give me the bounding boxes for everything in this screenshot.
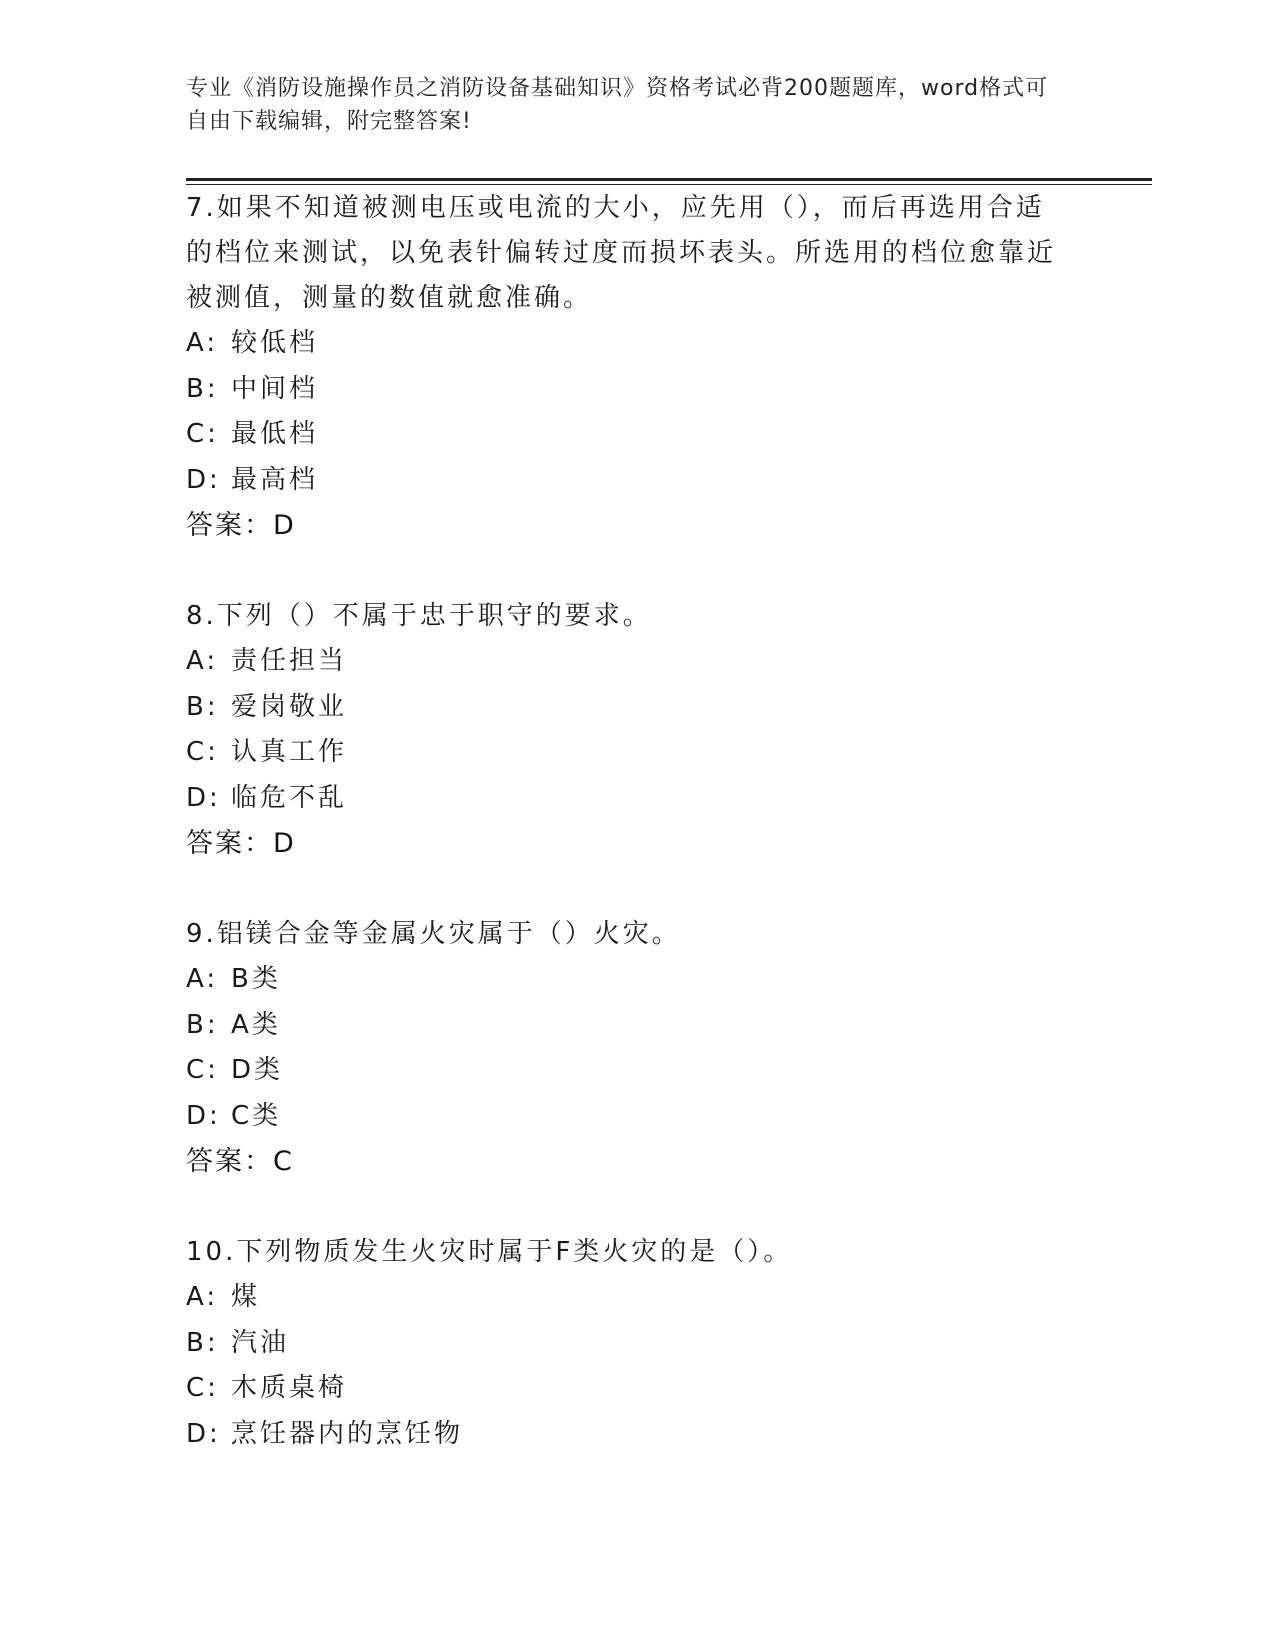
option-b xyxy=(186,685,1066,731)
option-text: 木质桌椅 xyxy=(231,1373,348,1403)
option-text: 汽油 xyxy=(231,1327,290,1358)
option-a xyxy=(186,639,1066,685)
option-text: D类 xyxy=(231,1055,284,1085)
option-a xyxy=(186,1275,1066,1321)
option-text: A类 xyxy=(231,1009,281,1040)
question-text: 9.铝镁合金等金属火灾属于（）火灾。 xyxy=(186,919,681,949)
option-b xyxy=(186,1003,1066,1049)
option-text: 爱岗敬业 xyxy=(231,691,348,722)
answer-label: 答案：D xyxy=(186,828,296,859)
header-divider-thick xyxy=(186,178,1152,181)
option-text: 最高档 xyxy=(231,464,319,495)
option-letter: C: xyxy=(186,737,219,767)
option-letter: D: xyxy=(186,1100,221,1131)
option-letter: D: xyxy=(186,464,221,495)
header-divider-thin xyxy=(186,184,1152,185)
option-letter: C: xyxy=(186,1055,219,1085)
option-text: 烹饪器内的烹饪物 xyxy=(231,1418,464,1449)
option-letter: B: xyxy=(186,691,219,722)
answer-label: 答案：C xyxy=(186,1146,294,1177)
option-letter: A: xyxy=(186,646,219,676)
option-b xyxy=(186,367,1066,413)
option-text: C类 xyxy=(231,1100,282,1131)
option-text: 煤 xyxy=(231,1282,261,1312)
option-b xyxy=(186,1321,1066,1367)
question-7 xyxy=(186,186,1066,548)
option-text: 最低档 xyxy=(231,419,319,449)
question-text: 7.如果不知道被测电压或电流的大小，应先用（），而后再选用合适的档位来测试，以免表针偏转过度而损坏表头。所选用的档位愈靠近被测值，测量的数值就愈准确。 xyxy=(186,193,1057,313)
option-d xyxy=(186,1412,1066,1458)
option-text: 责任担当 xyxy=(231,646,348,676)
option-text: B类 xyxy=(231,964,281,994)
option-c xyxy=(186,730,1066,776)
option-text: 临危不乱 xyxy=(231,782,348,813)
option-a xyxy=(186,957,1066,1003)
option-letter: A: xyxy=(186,328,219,358)
document-header: 专业《消防设施操作员之消防设备基础知识》资格考试必背200题题库，word格式可自由下载编辑，附完整答案! xyxy=(186,76,1049,134)
question-8 xyxy=(186,594,1066,866)
question-text: 10.下列物质发生火灾时属于F类火灾的是（）。 xyxy=(186,1237,793,1267)
option-d xyxy=(186,1094,1066,1140)
option-d xyxy=(186,776,1066,822)
option-letter: A: xyxy=(186,1282,219,1312)
question-9 xyxy=(186,912,1066,1184)
option-letter: C: xyxy=(186,419,219,449)
option-letter: D: xyxy=(186,782,221,813)
option-c xyxy=(186,1048,1066,1094)
option-letter: B: xyxy=(186,373,219,404)
question-10 xyxy=(186,1230,1066,1457)
option-letter: A: xyxy=(186,964,219,994)
option-d xyxy=(186,458,1066,504)
option-letter: B: xyxy=(186,1009,219,1040)
question-list xyxy=(186,186,1066,1503)
option-text: 中间档 xyxy=(231,373,319,404)
option-c xyxy=(186,412,1066,458)
option-letter: B: xyxy=(186,1327,219,1358)
option-letter: D: xyxy=(186,1418,221,1449)
option-a xyxy=(186,321,1066,367)
option-letter: C: xyxy=(186,1373,219,1403)
answer-label: 答案：D xyxy=(186,510,296,541)
question-text: 8.下列（）不属于忠于职守的要求。 xyxy=(186,601,652,631)
option-text: 较低档 xyxy=(231,328,319,358)
option-c xyxy=(186,1366,1066,1412)
option-text: 认真工作 xyxy=(231,737,348,767)
